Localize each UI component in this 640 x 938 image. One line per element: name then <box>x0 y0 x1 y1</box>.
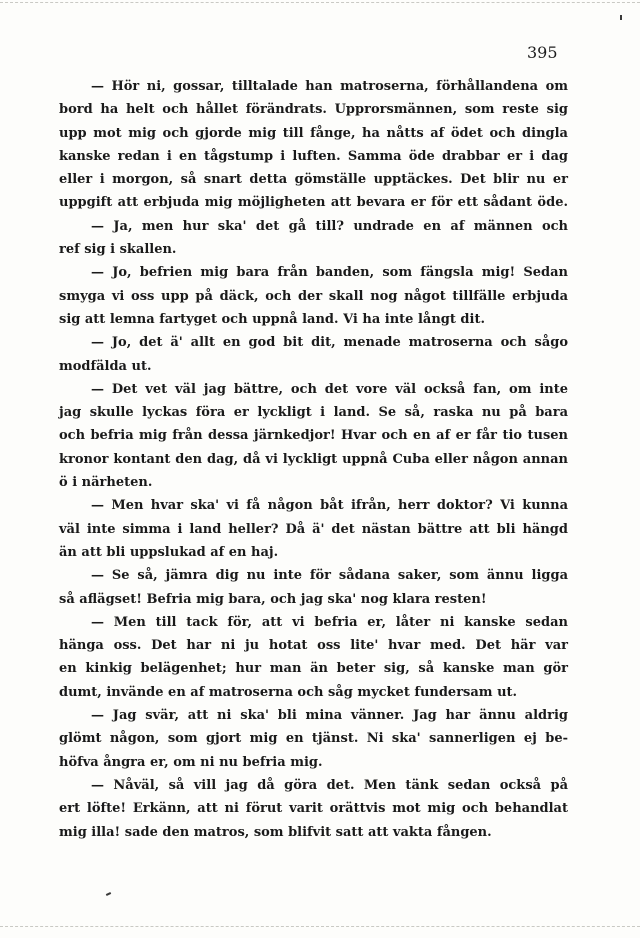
text-line: — Ja, men hur ska' det gå till? undrade en af männen och <box>91 218 568 234</box>
text-line: dumt, invände en af matroserna och såg mycket fundersam ut. <box>59 684 518 700</box>
text-line: uppgift att erbjuda mig möjligheten att bevara er för ett sådant öde. <box>59 195 568 211</box>
text-line: — Jo, det ä' allt en god bit dit, menade matroserna och sågo <box>91 335 568 351</box>
text-line: sig att lemna fartyget och uppnå land. Vi ha inte långt dit. <box>59 311 485 327</box>
text-line: smyga vi oss upp på däck, och der skall nog något tillfälle erbjuda <box>59 288 568 304</box>
text-line: — Jo, befrien mig bara från banden, som fängsla mig! Sedan <box>91 265 568 281</box>
text-line: ö i närheten. <box>59 475 153 491</box>
text-line: väl inte simma i land heller? Då ä' det nästan bättre att bli hängd <box>59 521 568 537</box>
text-line: eller i morgon, så snart detta gömställe upptäckes. Det blir nu er <box>59 172 568 188</box>
text-line: så aflägset! Befria mig bara, och jag ska' nog klara resten! <box>59 591 487 607</box>
text-line: upp mot mig och gjorde mig till fånge, ha nåtts af ödet och dingla <box>59 125 568 141</box>
text-line: — Nåväl, så vill jag då göra det. Men tänk sedan också på <box>91 777 568 793</box>
text-line: kanske redan i en tågstump i luften. Samma öde drabbar er i dag <box>59 148 568 164</box>
bottom-scan-edge <box>0 926 640 927</box>
text-line: glömt någon, som gjort mig en tjänst. Ni ska' sannerligen ej be- <box>59 731 568 747</box>
text-line: ref sig i skallen. <box>59 242 177 258</box>
text-line: — Se så, jämra dig nu inte för sådana saker, som ännu ligga <box>91 568 568 584</box>
text-line: — Jag svär, att ni ska' bli mina vänner. Jag har ännu aldrig <box>91 708 568 724</box>
ink-speck <box>106 892 111 896</box>
text-line: — Men hvar ska' vi få någon båt ifrån, herr doktor? Vi kunna <box>91 498 568 514</box>
body-text <box>59 75 568 844</box>
text-line: ert löfte! Erkänn, att ni förut varit orättvis mot mig och behandlat <box>59 801 568 817</box>
text-line: mig illa! sade den matros, som blifvit satt att vakta fången. <box>59 824 492 840</box>
text-line: — Hör ni, gossar, tilltalade han matroserna, förhållandena om <box>91 79 568 94</box>
text-line: och befria mig från dessa järnkedjor! Hvar och en af er får tio tusen <box>59 428 568 444</box>
text-line: jag skulle lyckas föra er lyckligt i land. Se så, raska nu på bara <box>59 405 568 421</box>
top-scan-edge <box>0 2 640 3</box>
text-line: — Men till tack för, att vi befria er, låter ni kanske sedan <box>91 614 568 630</box>
text-line: hänga oss. Det har ni ju hotat oss lite' hvar med. Det här var <box>59 638 568 654</box>
text-line: bord ha helt och hållet förändrats. Upprorsmännen, som reste sig <box>59 102 568 118</box>
text-line: en kinkig belägenhet; hur man än beter sig, så kanske man gör <box>59 661 568 677</box>
page-number: 395 <box>527 43 558 62</box>
text-line: kronor kontant den dag, då vi lyckligt uppnå Cuba eller någon annan <box>59 451 568 467</box>
text-line: höfva ångra er, om ni nu befria mig. <box>59 754 323 770</box>
text-line: — Det vet väl jag bättre, och det vore väl också fan, om inte <box>91 381 568 397</box>
text-line: modfälda ut. <box>59 358 152 374</box>
ink-speck <box>620 15 622 20</box>
text-line: än att bli uppslukad af en haj. <box>59 544 279 560</box>
